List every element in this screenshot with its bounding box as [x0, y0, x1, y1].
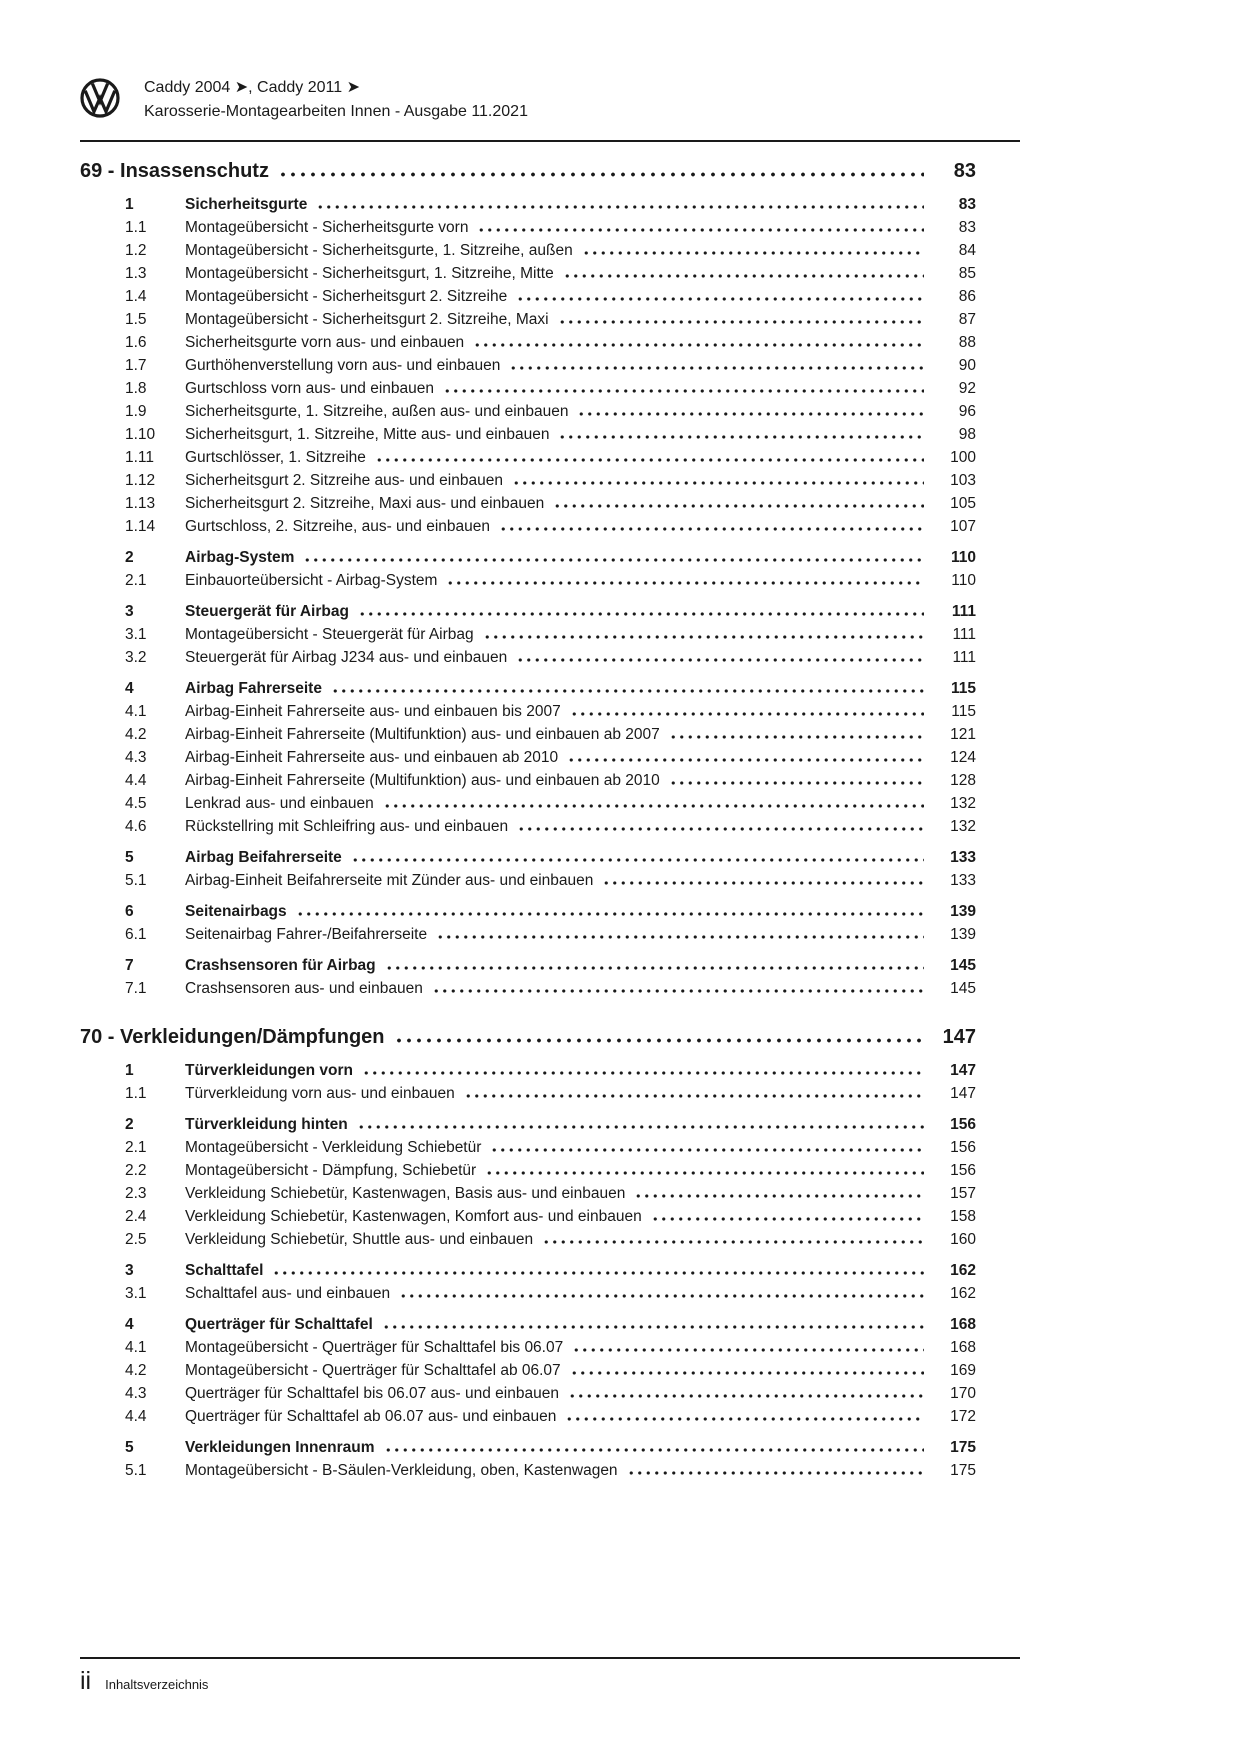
toc-entry-number: 1.11: [125, 449, 155, 466]
toc-entry-title: Montageübersicht - Sicherheitsgurt 2. Sitzreihe: [185, 288, 508, 305]
toc-dot-leader: [577, 412, 924, 416]
toc-dot-leader: [517, 827, 924, 831]
toc-entry-title: Rückstellring mit Schleifring aus- und einbauen: [185, 818, 509, 835]
toc-entry-page: 110: [951, 572, 976, 589]
toc-entry-number: 1.13: [125, 495, 156, 512]
toc-dot-leader: [570, 1371, 924, 1375]
toc-item-row: [80, 400, 1020, 423]
toc-dot-leader: [358, 612, 924, 616]
toc-entry-page: 168: [950, 1316, 976, 1333]
toc-dot-leader: [432, 989, 924, 993]
toc-entry-number: 5: [125, 849, 134, 866]
toc-group-row: [80, 193, 1020, 216]
toc-entry-title: Montageübersicht - Sicherheitsgurt, 1. Sitzreihe, Mitte: [185, 265, 554, 282]
toc-dot-leader: [627, 1471, 924, 1475]
toc-entry-page: 156: [950, 1116, 976, 1133]
toc-dot-leader: [669, 735, 924, 739]
toc-entry-title: Schalttafel: [185, 1262, 264, 1279]
header-text: [144, 76, 528, 124]
toc-entry-page: 84: [958, 242, 976, 259]
vw-logo-icon: [80, 78, 120, 118]
toc-dot-leader: [568, 1394, 924, 1398]
document-page: [80, 0, 1020, 1753]
toc-entry-number: 2.1: [125, 1139, 147, 1156]
toc-entry-title: Montageübersicht - B-Säulen-Verkleidung, oben, Kastenwagen: [185, 1462, 618, 1479]
toc-entry-title: Verkleidung Schiebetür, Shuttle aus- und einbauen: [185, 1231, 534, 1248]
toc-item-row: [80, 769, 1020, 792]
toc-dot-leader: [509, 366, 924, 370]
toc-entry-title: Gurtschloss, 2. Sitzreihe, aus- und einbauen: [185, 518, 491, 535]
toc-entry-page: 83: [958, 219, 976, 236]
toc-entry-title: Querträger für Schalttafel bis 06.07 aus- und einbauen: [185, 1385, 559, 1402]
toc-entry-number: 1.9: [125, 403, 147, 420]
toc-dot-leader: [570, 712, 924, 716]
toc-dot-leader: [485, 1171, 924, 1175]
toc-entry-number: 2.5: [125, 1231, 147, 1248]
toc-dot-leader: [558, 435, 924, 439]
toc-dot-leader: [473, 343, 924, 347]
toc-entry-title: Sicherheitsgurt 2. Sitzreihe aus- und einbauen: [185, 472, 503, 489]
toc-dot-leader: [558, 320, 924, 324]
toc-entry-page: 124: [950, 749, 976, 766]
toc-entry-title: Steuergerät für Airbag J234 aus- und einbauen: [185, 649, 508, 666]
toc-entry-page: 107: [950, 518, 976, 535]
toc-entry-page: 92: [958, 380, 976, 397]
toc-entry-number: 7: [125, 957, 134, 974]
toc-entry-page: 98: [958, 426, 976, 443]
toc-entry-number: 4.6: [125, 818, 147, 835]
toc-entry-number: 2.2: [125, 1162, 147, 1179]
toc-dot-leader: [316, 205, 924, 209]
toc-entry-title: Airbag-Einheit Fahrerseite (Multifunktion) aus- und einbauen ab 2007: [185, 726, 660, 743]
toc-entry-page: 115: [950, 680, 976, 697]
toc-entry-page: 139: [950, 926, 976, 943]
toc-group-row: [80, 546, 1020, 569]
toc-entry-number: 1.8: [125, 380, 147, 397]
toc-dot-leader: [567, 758, 924, 762]
toc-entry-title: 69 - Insassenschutz: [80, 160, 269, 182]
toc-entry-number: 1.14: [125, 518, 156, 535]
toc-entry-page: 147: [942, 1026, 976, 1048]
toc-entry-title: Airbag Fahrerseite: [185, 680, 322, 697]
toc-entry-page: 132: [950, 818, 976, 835]
footer-label: Inhaltsverzeichnis: [105, 1677, 209, 1692]
toc-entry-page: 103: [950, 472, 976, 489]
toc-group-row: [80, 846, 1020, 869]
toc-entry-title: Montageübersicht - Sicherheitsgurte vorn: [185, 219, 469, 236]
toc-item-row: [80, 308, 1020, 331]
toc-entry-title: Querträger für Schalttafel ab 06.07 aus- und einbauen: [185, 1408, 557, 1425]
toc-dot-leader: [382, 1325, 924, 1329]
toc-item-row: [80, 1082, 1020, 1105]
toc-dot-leader: [572, 1348, 924, 1352]
toc-entry-page: 160: [950, 1231, 976, 1248]
toc-entry-page: 156: [950, 1162, 976, 1179]
toc-dot-leader: [375, 458, 924, 462]
toc-dot-leader: [399, 1294, 924, 1298]
toc-dot-leader: [385, 966, 924, 970]
toc-entry-page: 83: [953, 160, 976, 182]
page-header: [80, 0, 1020, 142]
toc-entry-page: 85: [958, 265, 976, 282]
toc-group-row: [80, 900, 1020, 923]
toc-entry-number: 1.1: [125, 219, 147, 236]
toc-entry-page: 145: [950, 957, 976, 974]
toc-entry-number: 7.1: [125, 980, 147, 997]
toc-entry-page: 128: [950, 772, 976, 789]
toc-dot-leader: [384, 1448, 925, 1452]
toc-entry-number: 1.5: [125, 311, 147, 328]
toc-entry-number: 1.4: [125, 288, 147, 305]
toc-entry-number: 3.1: [125, 626, 147, 643]
toc-entry-number: 1: [125, 196, 134, 213]
toc-item-row: [80, 1282, 1020, 1305]
toc-item-row: [80, 377, 1020, 400]
toc-dot-leader: [483, 635, 924, 639]
toc-entry-page: 90: [958, 357, 976, 374]
toc-entry-number: 1.10: [125, 426, 156, 443]
toc-entry-title: Montageübersicht - Querträger für Schalttafel bis 06.07: [185, 1339, 564, 1356]
toc-item-row: [80, 216, 1020, 239]
toc-entry-number: 5.1: [125, 872, 147, 889]
toc-item-row: [80, 569, 1020, 592]
toc-dot-leader: [602, 881, 924, 885]
toc-entry-page: 139: [950, 903, 976, 920]
toc-entry-number: 3.2: [125, 649, 147, 666]
toc-entry-number: 1.2: [125, 242, 147, 259]
toc-entry-page: 147: [950, 1062, 976, 1079]
toc-group-row: [80, 677, 1020, 700]
toc-entry-title: Querträger für Schalttafel: [185, 1316, 373, 1333]
toc-entry-page: 105: [950, 495, 976, 512]
toc-entry-page: 88: [958, 334, 976, 351]
toc-entry-number: 4.3: [125, 1385, 147, 1402]
toc-dot-leader: [331, 689, 924, 693]
toc-entry-title: Montageübersicht - Steuergerät für Airbag: [185, 626, 474, 643]
toc-entry-page: 86: [958, 288, 976, 305]
toc-entry-number: 4.2: [125, 1362, 147, 1379]
toc-dot-leader: [394, 1038, 924, 1043]
toc-entry-title: Montageübersicht - Sicherheitsgurte, 1. Sitzreihe, außen: [185, 242, 573, 259]
toc-entry-title: Airbag-Einheit Fahrerseite aus- und einbauen bis 2007: [185, 703, 561, 720]
toc-entry-title: Montageübersicht - Querträger für Schalttafel ab 06.07: [185, 1362, 561, 1379]
toc-entry-title: Einbauorteübersicht - Airbag-System: [185, 572, 438, 589]
toc-item-row: [80, 723, 1020, 746]
toc-dot-leader: [296, 912, 924, 916]
toc-entry-number: 5: [125, 1439, 134, 1456]
toc-entry-number: 2.3: [125, 1185, 147, 1202]
toc-entry-page: 111: [952, 626, 976, 643]
toc-entry-title: Seitenairbags: [185, 903, 287, 920]
toc-entry-title: Sicherheitsgurte: [185, 196, 308, 213]
toc-entry-title: Steuergerät für Airbag: [185, 603, 349, 620]
toc-dot-leader: [669, 781, 924, 785]
toc-dot-leader: [516, 297, 924, 301]
toc-group-row: [80, 1059, 1020, 1082]
toc-entry-title: Lenkrad aus- und einbauen: [185, 795, 374, 812]
toc-item-row: [80, 1182, 1020, 1205]
toc-entry-page: 175: [950, 1462, 976, 1479]
toc-entry-number: 4.5: [125, 795, 147, 812]
toc-entry-number: 2.1: [125, 572, 147, 589]
toc-entry-number: 1.6: [125, 334, 147, 351]
toc-item-row: [80, 746, 1020, 769]
toc-entry-number: 5.1: [125, 1462, 147, 1479]
toc-entry-number: 3.1: [125, 1285, 147, 1302]
toc-item-row: [80, 1136, 1020, 1159]
toc-group-row: [80, 1313, 1020, 1336]
toc-entry-number: 1.7: [125, 357, 147, 374]
toc-entry-number: 4.1: [125, 1339, 147, 1356]
toc-entry-page: 111: [952, 649, 976, 666]
toc-entry-title: Schalttafel aus- und einbauen: [185, 1285, 391, 1302]
toc-entry-page: 147: [950, 1085, 976, 1102]
toc-entry-title: Airbag-Einheit Fahrerseite aus- und einbauen ab 2010: [185, 749, 559, 766]
toc-dot-leader: [303, 558, 924, 562]
toc-entry-page: 172: [950, 1408, 976, 1425]
toc-item-row: [80, 1405, 1020, 1428]
toc-entry-number: 2: [125, 1116, 134, 1133]
toc-item-row: [80, 792, 1020, 815]
toc-chapter-heading: [80, 1024, 1020, 1051]
toc-entry-page: 156: [950, 1139, 976, 1156]
toc-dot-leader: [516, 658, 924, 662]
header-title-line: Karosserie-Montagearbeiten Innen - Ausgabe 11.2021: [144, 103, 528, 120]
toc-entry-page: 96: [958, 403, 976, 420]
toc-entry-title: Airbag Beifahrerseite: [185, 849, 342, 866]
toc-item-row: [80, 446, 1020, 469]
toc-entry-number: 4.4: [125, 1408, 147, 1425]
toc-entry-title: Sicherheitsgurt, 1. Sitzreihe, Mitte aus- und einbauen: [185, 426, 550, 443]
toc-entry-title: Sicherheitsgurte, 1. Sitzreihe, außen aus- und einbauen: [185, 403, 569, 420]
toc-entry-number: 1.3: [125, 265, 147, 282]
toc-entry-title: Airbag-System: [185, 549, 295, 566]
toc-item-row: [80, 285, 1020, 308]
toc-item-row: [80, 1228, 1020, 1251]
toc-entry-page: 115: [951, 703, 976, 720]
toc-entry-title: Verkleidungen Innenraum: [185, 1439, 375, 1456]
toc-item-row: [80, 1159, 1020, 1182]
header-model-line: Caddy 2004 ➤, Caddy 2011 ➤: [144, 79, 360, 96]
toc-item-row: [80, 469, 1020, 492]
toc-entry-page: 121: [950, 726, 976, 743]
toc-entry-title: 70 - Verkleidungen/Dämpfungen: [80, 1026, 385, 1048]
toc-dot-leader: [490, 1148, 924, 1152]
toc-item-row: [80, 1205, 1020, 1228]
toc-dot-leader: [446, 581, 924, 585]
toc-entry-title: Montageübersicht - Sicherheitsgurt 2. Sitzreihe, Maxi: [185, 311, 549, 328]
page-footer: [80, 1657, 1020, 1753]
toc-entry-page: 132: [950, 795, 976, 812]
toc-entry-page: 168: [950, 1339, 976, 1356]
toc-entry-title: Türverkleidungen vorn: [185, 1062, 353, 1079]
toc-entry-title: Gurtschloss vorn aus- und einbauen: [185, 380, 435, 397]
toc-entry-page: 162: [950, 1285, 976, 1302]
toc-dot-leader: [357, 1125, 924, 1129]
toc-item-row: [80, 700, 1020, 723]
toc-dot-leader: [362, 1071, 924, 1075]
toc-item-row: [80, 423, 1020, 446]
toc-entry-number: 4.1: [125, 703, 147, 720]
toc-entry-title: Seitenairbag Fahrer-/Beifahrerseite: [185, 926, 428, 943]
toc-entry-page: 110: [950, 549, 976, 566]
toc-entry-page: 170: [950, 1385, 976, 1402]
toc-item-row: [80, 1382, 1020, 1405]
toc-group-row: [80, 954, 1020, 977]
toc-dot-leader: [477, 228, 924, 232]
toc-entry-page: 157: [950, 1185, 976, 1202]
toc-item-row: [80, 1336, 1020, 1359]
toc-entry-page: 133: [950, 872, 976, 889]
toc-entry-page: 111: [951, 603, 976, 620]
toc-entry-title: Airbag-Einheit Beifahrerseite mit Zünder aus- und einbauen: [185, 872, 594, 889]
toc-entry-title: Sicherheitsgurte vorn aus- und einbauen: [185, 334, 465, 351]
toc-dot-leader: [499, 527, 924, 531]
toc-entry-page: 158: [950, 1208, 976, 1225]
toc-entry-number: 1.1: [125, 1085, 147, 1102]
toc-dot-leader: [443, 389, 924, 393]
toc-entry-page: 162: [950, 1262, 976, 1279]
toc-entry-number: 2: [125, 549, 134, 566]
toc-dot-leader: [383, 804, 924, 808]
toc-entry-number: 4: [125, 1316, 134, 1333]
toc-entry-number: 1.12: [125, 472, 156, 489]
toc-entry-number: 4.3: [125, 749, 147, 766]
toc-dot-leader: [512, 481, 924, 485]
toc-entry-number: 4: [125, 680, 134, 697]
toc-entry-title: Türverkleidung hinten: [185, 1116, 348, 1133]
toc-item-row: [80, 331, 1020, 354]
toc-dot-leader: [436, 935, 924, 939]
toc-entry-page: 133: [950, 849, 976, 866]
toc-item-row: [80, 262, 1020, 285]
toc-entry-number: 4.4: [125, 772, 147, 789]
toc-entry-page: 87: [958, 311, 976, 328]
toc-entry-title: Sicherheitsgurt 2. Sitzreihe, Maxi aus- und einbauen: [185, 495, 545, 512]
toc-dot-leader: [464, 1094, 924, 1098]
toc-group-row: [80, 1259, 1020, 1282]
toc-entry-number: 3: [125, 1262, 134, 1279]
toc-entry-title: Montageübersicht - Dämpfung, Schiebetür: [185, 1162, 477, 1179]
toc-entry-number: 6.1: [125, 926, 147, 943]
toc-entry-title: Airbag-Einheit Fahrerseite (Multifunktion) aus- und einbauen ab 2010: [185, 772, 660, 789]
toc-item-row: [80, 977, 1020, 1000]
toc-chapter-heading: [80, 158, 1020, 185]
toc-item-row: [80, 646, 1020, 669]
toc-item-row: [80, 1459, 1020, 1482]
toc-entry-page: 145: [950, 980, 976, 997]
footer-page-number: ii: [80, 1667, 92, 1695]
toc-dot-leader: [634, 1194, 924, 1198]
toc-dot-leader: [278, 172, 924, 177]
toc-entry-title: Crashsensoren aus- und einbauen: [185, 980, 423, 997]
toc-item-row: [80, 515, 1020, 538]
toc-dot-leader: [563, 274, 924, 278]
toc-entry-title: Türverkleidung vorn aus- und einbauen: [185, 1085, 455, 1102]
toc-entry-title: Montageübersicht - Verkleidung Schiebetür: [185, 1139, 482, 1156]
toc-entry-page: 83: [958, 196, 976, 213]
toc-item-row: [80, 923, 1020, 946]
toc-dot-leader: [272, 1271, 924, 1275]
toc-dot-leader: [553, 504, 924, 508]
toc-entry-number: 3: [125, 603, 134, 620]
toc-item-row: [80, 354, 1020, 377]
toc-group-row: [80, 1113, 1020, 1136]
toc-entry-number: 6: [125, 903, 134, 920]
toc-entry-title: Gurtschlösser, 1. Sitzreihe: [185, 449, 366, 466]
toc-item-row: [80, 239, 1020, 262]
toc-entry-page: 100: [950, 449, 976, 466]
toc-group-row: [80, 600, 1020, 623]
toc-entry-number: 2.4: [125, 1208, 147, 1225]
toc-dot-leader: [351, 858, 924, 862]
toc-entry-number: 1: [125, 1062, 134, 1079]
toc-entry-title: Gurthöhenverstellung vorn aus- und einbauen: [185, 357, 501, 374]
toc-dot-leader: [542, 1240, 924, 1244]
toc-item-row: [80, 623, 1020, 646]
toc-entry-title: Verkleidung Schiebetür, Kastenwagen, Komfort aus- und einbauen: [185, 1208, 642, 1225]
toc-dot-leader: [565, 1417, 924, 1421]
toc-entry-title: Crashsensoren für Airbag: [185, 957, 376, 974]
toc-item-row: [80, 1359, 1020, 1382]
toc-dot-leader: [651, 1217, 924, 1221]
toc-item-row: [80, 492, 1020, 515]
toc-entry-title: Verkleidung Schiebetür, Kastenwagen, Basis aus- und einbauen: [185, 1185, 626, 1202]
toc-entry-page: 169: [950, 1362, 976, 1379]
toc-group-row: [80, 1436, 1020, 1459]
toc-entry-page: 175: [950, 1439, 976, 1456]
toc-item-row: [80, 815, 1020, 838]
toc-entry-number: 4.2: [125, 726, 147, 743]
toc: [80, 142, 1020, 1482]
toc-dot-leader: [582, 251, 924, 255]
toc-item-row: [80, 869, 1020, 892]
